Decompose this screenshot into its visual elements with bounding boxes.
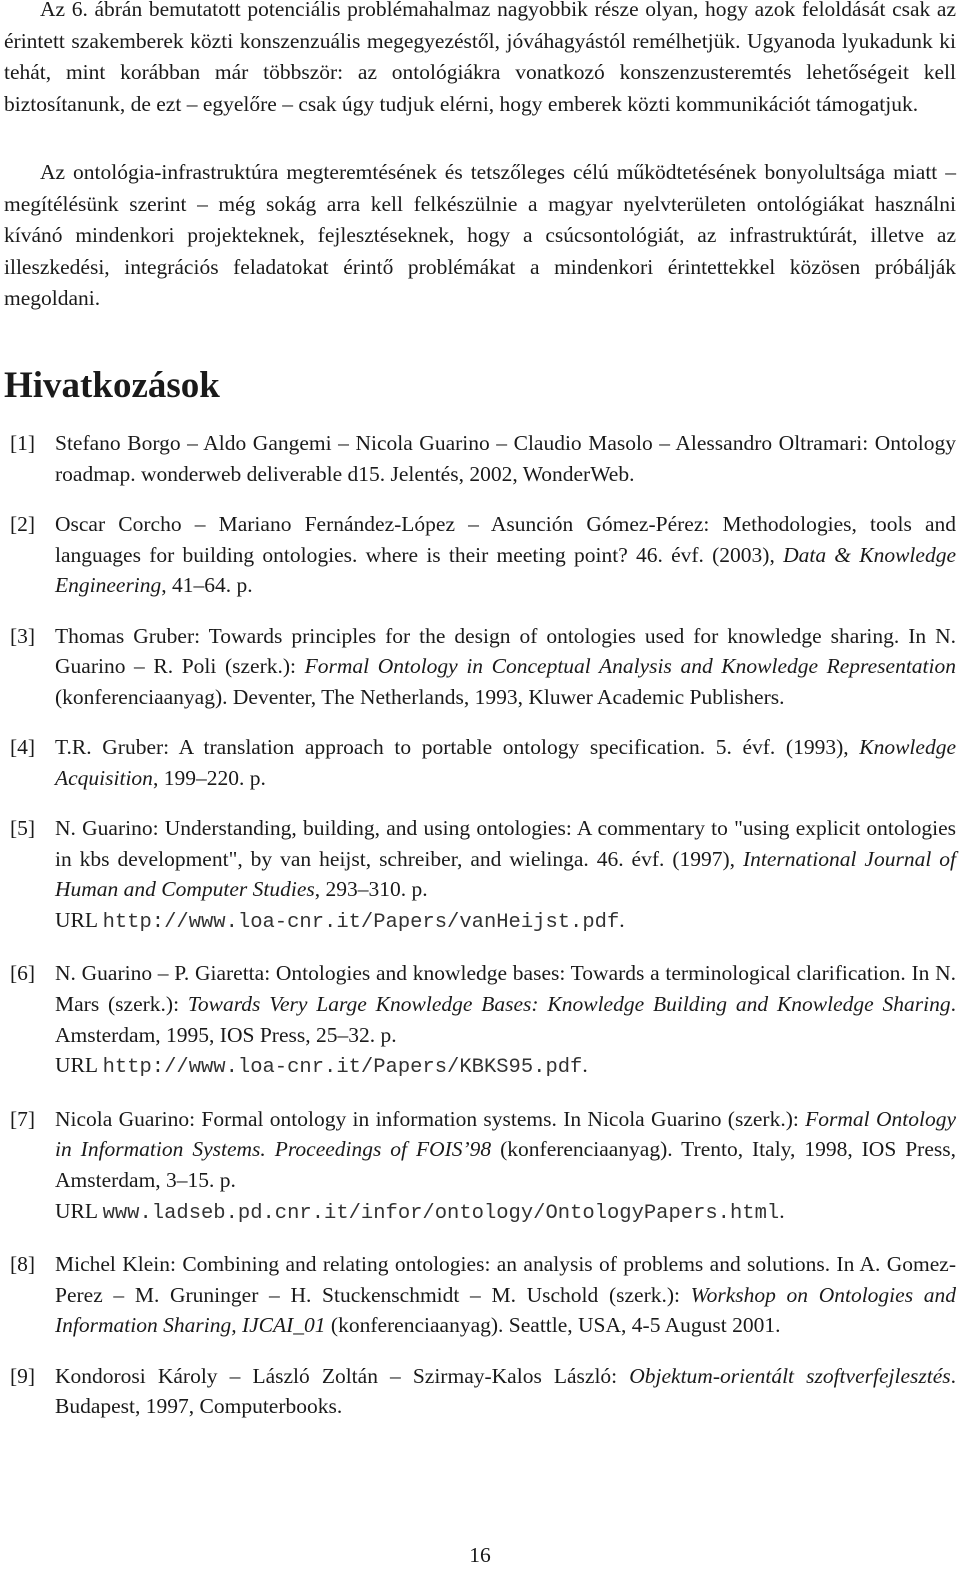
reference-item: [0, 732, 960, 793]
reference-source-title: Objektum-orientált szoftverfejlesztés: [629, 1363, 951, 1388]
reference-source-title: Data & Knowledge Engineering: [55, 542, 956, 598]
reference-text: T.R. Gruber: A translation approach to portable ontology specification. 5. évf. (1993),: [55, 735, 860, 760]
reference-number: [1]: [10, 431, 36, 455]
reference-source-title: Formal Ontology in Information Systems. Proceedings of FOIS’98: [55, 1106, 956, 1162]
reference-number: [9]: [10, 1363, 36, 1388]
reference-text: N. Guarino – P. Giaretta: Ontologies and knowledge bases: Towards a terminological clarification. In N. Mars (szerk.):: [55, 961, 956, 1017]
reference-url-line: [55, 1196, 956, 1230]
reference-number: [6]: [10, 961, 36, 986]
url-suffix: .: [779, 1198, 785, 1223]
url-prefix: URL: [55, 1198, 103, 1223]
page-number: 16: [469, 1543, 491, 1567]
reference-url-link[interactable]: http://www.loa-cnr.it/Papers/KBKS95.pdf: [102, 1056, 583, 1080]
references-heading: Hivatkozások: [4, 365, 220, 406]
reference-text: Stefano Borgo – Aldo Gangemi – Nicola Guarino – Claudio Masolo – Alessandro Oltramari: Ontology roadmap. wonderweb deliverable d15. Jelentés, 2002, WonderWeb.: [55, 431, 956, 486]
reference-item: [0, 1104, 960, 1230]
reference-details: (konferenciaanyag). Trento, Italy, 1998, IOS Press, Amsterdam, 3–15. p.: [55, 1137, 956, 1193]
url-suffix: .: [582, 1053, 588, 1078]
references-list: [0, 428, 960, 1441]
reference-text: Kondorosi Károly – László Zoltán – Szirmay-Kalos László:: [55, 1363, 630, 1388]
reference-url-line: [55, 1050, 956, 1084]
reference-text: N. Guarino: Understanding, building, and using ontologies: A commentary to "using explicit ontologies in kbs development", by van heijst, schreiber, and wielinga. 46. évf. (1997),: [55, 816, 956, 871]
reference-source-title: Towards Very Large Knowledge Bases: Knowledge Building and Knowledge Sharing: [187, 992, 951, 1017]
reference-details: (konferenciaanyag). Deventer, The Netherlands, 1993, Kluwer Academic Publishers.: [55, 684, 785, 709]
reference-number: [7]: [10, 1106, 36, 1131]
reference-url-link[interactable]: http://www.loa-cnr.it/Papers/vanHeijst.pdf: [102, 911, 620, 935]
body-paragraph-1: Az 6. ábrán bemutatott potenciális problémahalmaz nagyobbik része olyan, hogy azok feloldását csak az érintett szakemberek közti konszenzuális megegyezéstől, jóváhagyástól remélhetjük. Ugyanoda lyukadunk ki tehát, mint korábban már többször: az ontológiákra vonatkozó konszenzusteremtés lehetőségeit kell biztosítanunk, de ezt – egyelőre – csak úgy tudjuk elérni, hogy emberek közti kommunikációt támogatjuk.: [4, 0, 956, 116]
reference-source-title: Formal Ontology in Conceptual Analysis and Knowledge Representation: [304, 654, 956, 679]
reference-text: Thomas Gruber: Towards principles for the design of ontologies used for knowledge sharing. In N. Guarino – R. Poli (szerk.):: [55, 623, 956, 679]
url-prefix: URL: [55, 908, 103, 933]
reference-text: Michel Klein: Combining and relating ontologies: an analysis of problems and solutions. In A. Gomez-Perez – M. Gruninger – H. Stuckenschmidt – M. Uschold (szerk.):: [55, 1251, 956, 1307]
reference-text: Nicola Guarino: Formal ontology in information systems. In Nicola Guarino (szerk.):: [55, 1106, 806, 1131]
reference-details: , 41–64. p.: [161, 573, 253, 598]
reference-number: [3]: [10, 623, 36, 648]
reference-url-line: [55, 905, 956, 939]
url-prefix: URL: [55, 1053, 103, 1078]
reference-number: [8]: [10, 1251, 36, 1276]
reference-source-title: Workshop on Ontologies and Information Sharing, IJCAI_01: [55, 1282, 956, 1338]
reference-source-title: International Journal of Human and Computer Studies: [55, 846, 956, 902]
reference-details: . Budapest, 1997, Computerbooks.: [55, 1363, 956, 1419]
reference-url-link[interactable]: www.ladseb.pd.cnr.it/infor/ontology/OntologyPapers.html: [102, 1201, 780, 1225]
reference-text: Oscar Corcho – Mariano Fernández-López – Asunción Gómez-Pérez: Methodologies, tools and languages for building ontologies. where is their meeting point? 46. évf. (2003),: [55, 511, 956, 567]
url-suffix: .: [619, 908, 625, 933]
body-paragraph-2: Az ontológia-infrastruktúra megteremtésének és tetszőleges célú működtetésének bonyolultsága miatt – megítélésünk szerint – még sokág arra kell felkészülnie a magyar nyelvterületen ontológiákat használni kívánó mindenkori projekteknek, fejlesztéseknek, hogy a csúcsontológiát, az infrastruktúrát, illetve az illeszkedési, integrációs feladatokat érintő problémákat a mindenkori érintettekkel közösen próbálják megoldani.: [4, 160, 956, 310]
reference-number: [5]: [10, 816, 36, 841]
reference-source-title: Knowledge Acquisition: [55, 735, 956, 790]
reference-item: [0, 813, 960, 939]
reference-item: [0, 1361, 960, 1422]
reference-details: . Amsterdam, 1995, IOS Press, 25–32. p.: [55, 992, 956, 1047]
reference-number: [2]: [10, 511, 36, 536]
reference-item: [0, 509, 960, 601]
reference-details: , 199–220. p.: [152, 765, 266, 790]
reference-number: [4]: [10, 735, 36, 760]
reference-details: (konferenciaanyag). Seattle, USA, 4-5 August 2001.: [325, 1313, 781, 1338]
reference-item: [0, 428, 960, 489]
reference-details: , 293–310. p.: [314, 877, 428, 902]
reference-item: [0, 1249, 960, 1341]
reference-item: [0, 958, 960, 1084]
reference-item: [0, 621, 960, 713]
